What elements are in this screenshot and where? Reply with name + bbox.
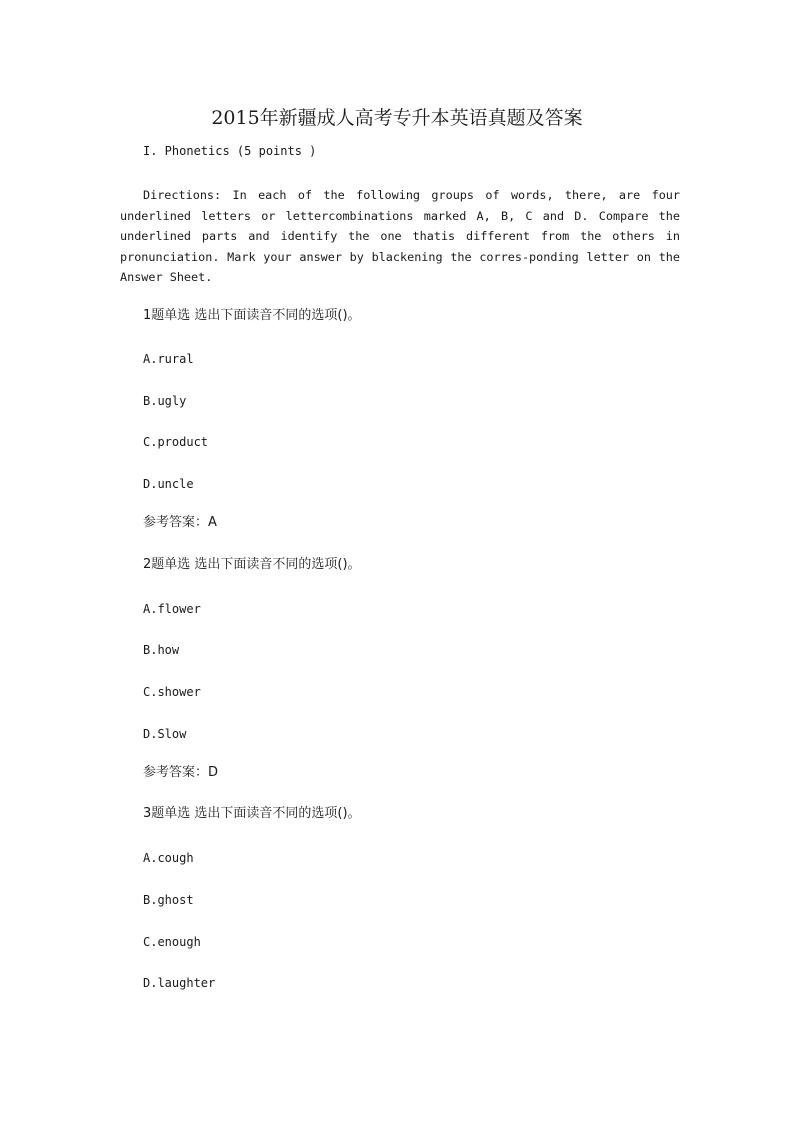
directions-paragraph xyxy=(120,185,680,288)
option-1a: A.rural xyxy=(143,352,194,366)
option-2b: B.how xyxy=(143,643,180,657)
question-prompt-2: 2题单选 选出下面读音不同的选项()。 xyxy=(143,557,361,572)
question-prompt-3: 3题单选 选出下面读音不同的选项()。 xyxy=(143,806,361,821)
option-3b: B.ghost xyxy=(143,893,194,907)
option-3c: C.enough xyxy=(143,935,201,949)
option-1b: B.ugly xyxy=(143,394,187,408)
answer-1: 参考答案：A xyxy=(143,515,217,530)
directions-text: Directions: In each of the following groups of words, there, are four underlined letters or lettercombinations marked A, B, C and D. Compare the underlined parts and identify the one thatis different from the others in pronunciation. Mark your answer by blackening the corres-ponding letter on the Answer Sheet. xyxy=(120,188,680,285)
question-prompt-1: 1题单选 选出下面读音不同的选项()。 xyxy=(143,308,361,323)
option-1d: D.uncle xyxy=(143,477,194,491)
option-2d: D.Slow xyxy=(143,727,187,741)
option-2a: A.flower xyxy=(143,602,201,616)
option-1c: C.product xyxy=(143,435,209,449)
answer-2: 参考答案：D xyxy=(143,765,219,780)
section-heading: I. Phonetics (5 points ) xyxy=(143,144,317,158)
option-3d: D.laughter xyxy=(143,976,216,990)
option-2c: C.shower xyxy=(143,685,201,699)
option-3a: A.cough xyxy=(143,851,194,865)
page-title: 2015年新疆成人高考专升本英语真题及答案 xyxy=(211,107,583,129)
